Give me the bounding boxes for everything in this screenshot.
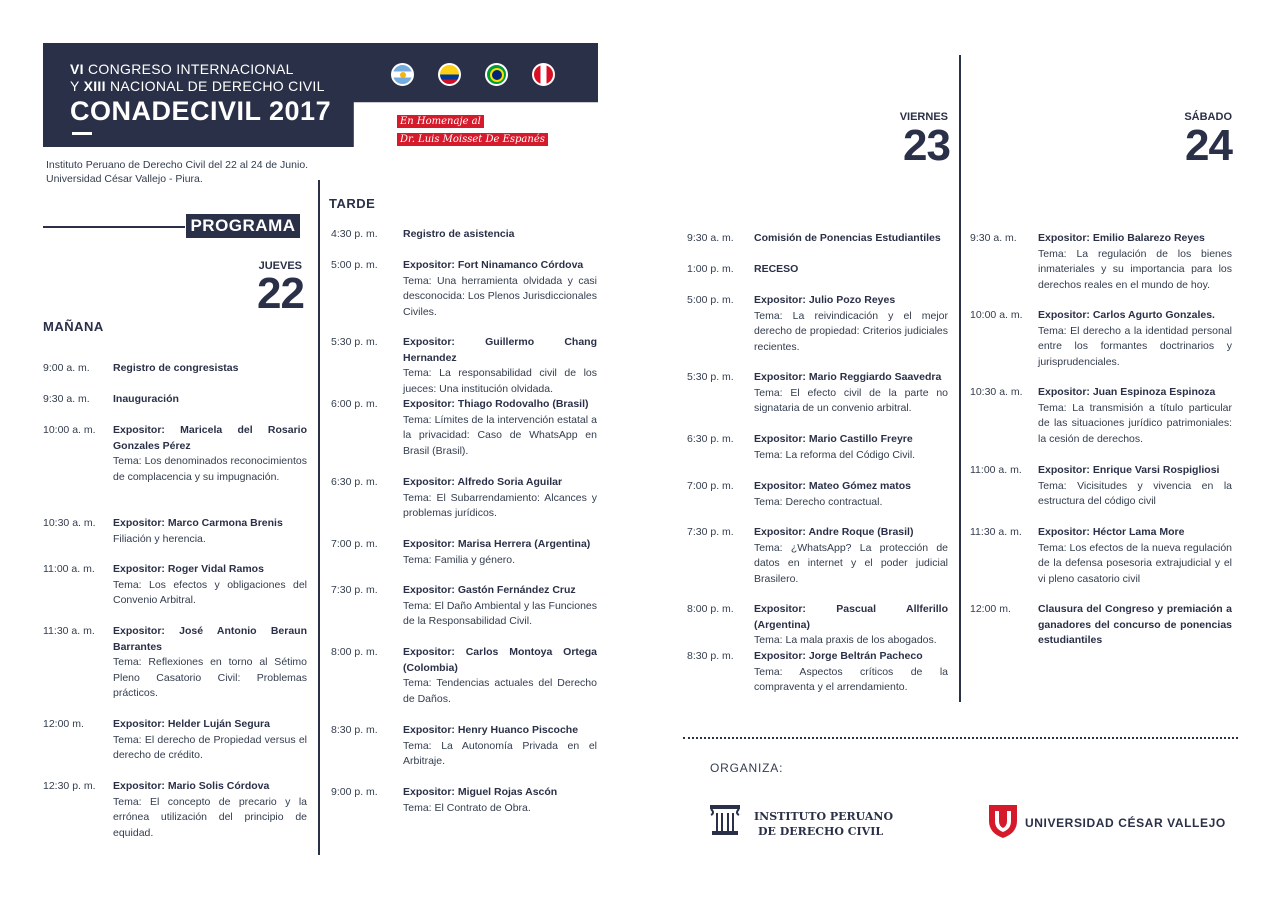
schedule-time: 6:30 p. m. bbox=[687, 433, 734, 445]
homenaje-line-2: Dr. Luis Moisset De Espanés bbox=[397, 133, 548, 146]
schedule-time: 12:00 m. bbox=[970, 603, 1011, 615]
schedule-title: Expositor: Mateo Gómez matos bbox=[754, 480, 911, 492]
schedule-time: 11:30 a. m. bbox=[970, 526, 1022, 538]
schedule-description: Tema: El Contrato de Obra. bbox=[403, 801, 531, 814]
schedule-time: 7:30 p. m. bbox=[687, 526, 734, 538]
ipdc-name-line-1: INSTITUTO PERUANO bbox=[754, 810, 894, 823]
schedule-time: 5:30 p. m. bbox=[331, 336, 378, 348]
schedule-description: Tema: Reflexiones en torno al Sétimo Pleno Casatorio Civil: Problemas prácticos. bbox=[113, 656, 307, 699]
schedule-title: Expositor: Fort Ninamanco Córdova bbox=[403, 259, 584, 271]
ucv-shield-icon bbox=[988, 803, 1018, 839]
schedule-description: Tema: El derecho a la identidad personal entre los formantes doctrinarios y jurisprudenciales. bbox=[1038, 324, 1232, 368]
schedule-time: 6:30 p. m. bbox=[331, 476, 378, 488]
schedule-time: 4:30 p. m. bbox=[331, 228, 378, 240]
schedule-title: Registro de asistencia bbox=[403, 228, 515, 240]
homenaje-line-1: En Homenaje al bbox=[397, 115, 484, 128]
schedule-time: 8:00 p. m. bbox=[687, 603, 734, 615]
schedule-time: 9:30 a. m. bbox=[970, 232, 1017, 244]
schedule-time: 9:00 a. m. bbox=[43, 362, 90, 374]
event-title: CONADECIVIL 2017 bbox=[70, 96, 332, 126]
intro-line-1: Instituto Peruano de Derecho Civil del 22 al 24 de Junio. bbox=[46, 159, 309, 171]
schedule-time: 8:30 p. m. bbox=[687, 650, 734, 662]
schedule-description: Tema: La regulación de los bienes inmateriales y su importancia para los derechos reales en el mundo de hoy. bbox=[1038, 247, 1232, 291]
colombia-flag-icon bbox=[438, 63, 461, 86]
schedule-time: 9:30 a. m. bbox=[687, 232, 734, 244]
jueves-day-number: 22 bbox=[257, 269, 304, 318]
sabado-day-number: 24 bbox=[1185, 121, 1232, 170]
viernes-day-label: VIERNES bbox=[899, 111, 948, 123]
schedule-title: Expositor: Guillermo Chang Hernandez bbox=[403, 336, 597, 364]
schedule-description: Tema: Aspectos críticos de la compraventa y el arrendamiento. bbox=[754, 665, 948, 693]
schedule-title: Expositor: Mario Reggiardo Saavedra bbox=[754, 371, 942, 383]
column-divider-2 bbox=[959, 55, 961, 702]
schedule-title: Expositor: Julio Pozo Reyes bbox=[754, 294, 896, 306]
congress-line-1: VI CONGRESO INTERNACIONAL bbox=[70, 61, 294, 77]
schedule-description: Tema: La Autonomía Privada en el Arbitraje. bbox=[403, 739, 597, 767]
schedule-title: Expositor: Andre Roque (Brasil) bbox=[754, 526, 914, 538]
schedule-title: Expositor: Mario Castillo Freyre bbox=[754, 433, 913, 445]
schedule-description: Tema: Los efectos y obligaciones del Convenio Arbitral. bbox=[113, 578, 307, 606]
schedule-description: Tema: Derecho contractual. bbox=[754, 495, 883, 508]
schedule-title: Expositor: Helder Luján Segura bbox=[113, 718, 270, 730]
schedule-time: 11:00 a. m. bbox=[43, 563, 95, 575]
organiza-label: ORGANIZA: bbox=[710, 761, 784, 775]
schedule-title: Expositor: Emilio Balarezo Reyes bbox=[1038, 232, 1205, 244]
schedule-time: 7:30 p. m. bbox=[331, 584, 378, 596]
schedule-description: Tema: Límites de la intervención estatal a la privacidad: Caso de WhatsApp en Brasil (Brasil). bbox=[403, 413, 597, 457]
ucv-name: UNIVERSIDAD CÉSAR VALLEJO bbox=[1025, 816, 1226, 830]
schedule-title: Expositor: Enrique Varsi Rospigliosi bbox=[1038, 464, 1220, 476]
schedule-title: Expositor: Maricela del Rosario Gonzales Pérez bbox=[113, 424, 307, 452]
schedule-title: Expositor: Mario Solis Córdova bbox=[113, 780, 270, 792]
schedule-time: 10:00 a. m. bbox=[43, 424, 96, 436]
schedule-title: Expositor: Roger Vidal Ramos bbox=[113, 563, 264, 575]
schedule-title: Registro de congresistas bbox=[113, 362, 239, 374]
title-underline bbox=[72, 132, 92, 135]
programa-rule bbox=[43, 226, 185, 228]
schedule-description: Tema: La mala praxis de los abogados. bbox=[754, 634, 937, 646]
schedule-time: 12:00 m. bbox=[43, 718, 84, 730]
schedule-title: Expositor: Juan Espinoza Espinoza bbox=[1038, 386, 1216, 398]
homenaje-badge bbox=[397, 111, 548, 147]
schedule-time: 10:30 a. m. bbox=[43, 517, 96, 529]
schedule-time: 1:00 p. m. bbox=[687, 263, 734, 275]
argentina-flag-icon bbox=[391, 63, 414, 86]
footer-divider bbox=[683, 737, 1238, 739]
schedule-description: Tema: Tendencias actuales del Derecho de Daños. bbox=[403, 677, 597, 705]
viernes-day-number: 23 bbox=[903, 121, 950, 170]
schedule-description: Tema: La responsabilidad civil de los jueces: Una institución olvidada. bbox=[403, 367, 597, 395]
schedule-description: Tema: Familia y género. bbox=[403, 553, 516, 566]
schedule-description: Tema: La transmisión a título particular de las situaciones jurídico patrimoniales: la cesión de derechos. bbox=[1038, 401, 1232, 445]
peru-flag-icon bbox=[532, 63, 555, 86]
intro-text bbox=[46, 158, 308, 186]
schedule-description: Tema: El Daño Ambiental y las Funciones de la Responsabilidad Civil. bbox=[403, 599, 597, 627]
schedule-title: Expositor: Carlos Agurto Gonzales. bbox=[1038, 309, 1215, 321]
schedule-time: 10:00 a. m. bbox=[970, 309, 1023, 321]
tarde-label: TARDE bbox=[329, 196, 376, 211]
sabado-day-label: SÁBADO bbox=[1184, 111, 1232, 123]
programa-label: PROGRAMA bbox=[186, 214, 300, 238]
ipdc-name bbox=[754, 809, 893, 839]
schedule-title: Clausura del Congreso y premiación a ganadores del concurso de ponencias estudiantiles bbox=[1038, 603, 1232, 646]
brazil-flag-icon bbox=[485, 63, 508, 86]
schedule-time: 7:00 p. m. bbox=[687, 480, 734, 492]
schedule-time: 12:30 p. m. bbox=[43, 780, 96, 792]
schedule-title: Expositor: Carlos Montoya Ortega (Colombia) bbox=[403, 646, 597, 674]
manana-label: MAÑANA bbox=[43, 319, 104, 334]
schedule-title: Comisión de Ponencias Estudiantiles bbox=[754, 232, 941, 244]
schedule-description: Tema: Una herramienta olvidada y casi desconocida: Los Plenos Jurisdiccionales Civiles. bbox=[403, 274, 597, 318]
schedule-description: Tema: El concepto de precario y la errónea utilización del principio de equidad. bbox=[113, 795, 307, 839]
schedule-time: 8:00 p. m. bbox=[331, 646, 378, 658]
schedule-description: Tema: El Subarrendamiento: Alcances y problemas jurídicos. bbox=[403, 491, 597, 519]
schedule-title: Expositor: Pascual Allferillo (Argentina) bbox=[754, 603, 948, 631]
ipdc-name-line-2: DE DERECHO CIVIL bbox=[758, 825, 884, 838]
schedule-title: Expositor: Marisa Herrera (Argentina) bbox=[403, 538, 591, 550]
schedule-title: Expositor: Henry Huanco Piscoche bbox=[403, 724, 579, 736]
schedule-description: Tema: Los denominados reconocimientos de complacencia y su impugnación. bbox=[113, 455, 307, 483]
schedule-time: 10:30 a. m. bbox=[970, 386, 1023, 398]
schedule-time: 5:30 p. m. bbox=[687, 371, 734, 383]
schedule-time: 7:00 p. m. bbox=[331, 538, 378, 550]
congress-line-2: Y XIII NACIONAL DE DERECHO CIVIL bbox=[70, 78, 325, 94]
schedule-title: RECESO bbox=[754, 263, 799, 275]
schedule-title: Expositor: Jorge Beltrán Pacheco bbox=[754, 650, 923, 662]
schedule-title: Expositor: Héctor Lama More bbox=[1038, 526, 1185, 538]
schedule-title: Inauguración bbox=[113, 393, 179, 405]
schedule-description: Tema: La reivindicación y el mejor derecho de propiedad: Criterios judiciales recientes. bbox=[754, 309, 948, 353]
schedule-description: Tema: ¿WhatsApp? La protección de datos en internet y el poder judicial Brasilero. bbox=[754, 541, 948, 585]
schedule-time: 5:00 p. m. bbox=[331, 259, 378, 271]
schedule-time: 5:00 p. m. bbox=[687, 294, 734, 306]
schedule-time: 11:00 a. m. bbox=[970, 464, 1022, 476]
schedule-time: 9:00 p. m. bbox=[331, 786, 378, 798]
schedule-time: 11:30 a. m. bbox=[43, 625, 95, 637]
schedule-title: Expositor: Marco Carmona Brenis bbox=[113, 517, 283, 529]
schedule-title: Expositor: Thiago Rodovalho (Brasil) bbox=[403, 398, 589, 410]
intro-line-2: Universidad César Vallejo - Piura. bbox=[46, 173, 203, 185]
ipdc-column-icon bbox=[708, 803, 742, 837]
schedule-time: 6:00 p. m. bbox=[331, 398, 378, 410]
schedule-description: Tema: El derecho de Propiedad versus el derecho de crédito. bbox=[113, 733, 307, 761]
schedule-title: Expositor: Alfredo Soria Aguilar bbox=[403, 476, 563, 488]
schedule-title: Expositor: José Antonio Beraun Barrantes bbox=[113, 625, 307, 653]
schedule-description: Tema: El efecto civil de la parte no signataria de un convenio arbitral. bbox=[754, 386, 948, 414]
schedule-time: 9:30 a. m. bbox=[43, 393, 90, 405]
schedule-title: Expositor: Gastón Fernández Cruz bbox=[403, 584, 576, 596]
schedule-time: 8:30 p. m. bbox=[331, 724, 378, 736]
schedule-description: Filiación y herencia. bbox=[113, 532, 206, 545]
schedule-description: Tema: La reforma del Código Civil. bbox=[754, 448, 916, 461]
column-divider-1 bbox=[318, 180, 320, 855]
schedule-description: Tema: Los efectos de la nueva regulación de la defensa posesoria extrajudicial y el vi pleno casatorio civil bbox=[1038, 541, 1232, 585]
jueves-day-label: JUEVES bbox=[258, 260, 302, 272]
schedule-description: Tema: Vicisitudes y vivencia en la estructura del código civil bbox=[1038, 479, 1232, 507]
schedule-title: Expositor: Miguel Rojas Ascón bbox=[403, 786, 558, 798]
